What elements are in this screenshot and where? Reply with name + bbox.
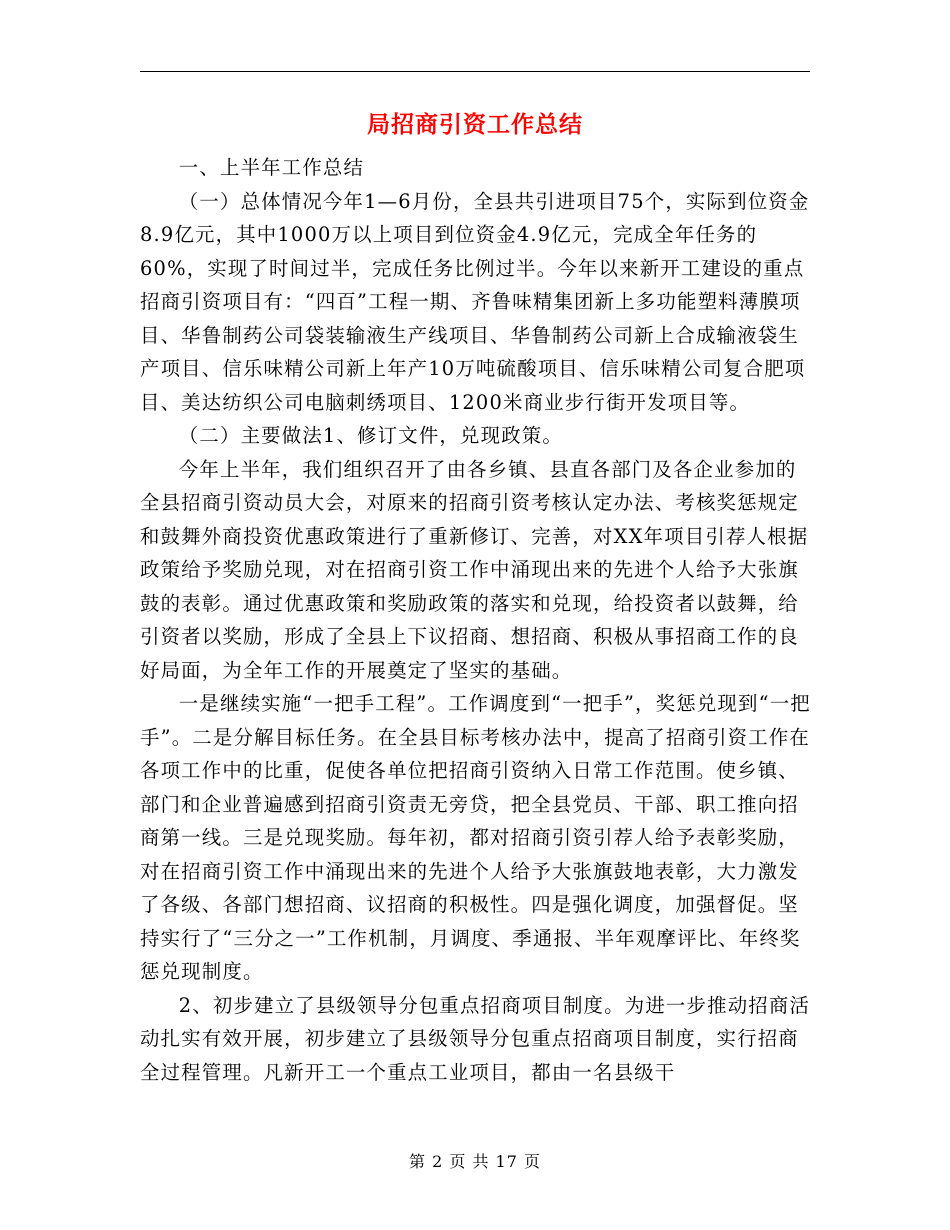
header-rule bbox=[140, 71, 810, 72]
paragraph-1: 一、上半年工作总结 bbox=[178, 156, 365, 179]
document-body bbox=[140, 151, 812, 1089]
paragraph-6: 2、初步建立了县级领导分包重点招商项目制度。为进一步推动招商活动扎实有效开展，初步建立了县级领导分包重点招商项目制度，实行招商全过程管理。凡新开工一个重点工业项目，都由一名县级干 bbox=[140, 993, 811, 1084]
document-title: 局招商引资工作总结 bbox=[367, 111, 583, 138]
page-footer: 第 2 页 共 17 页 bbox=[409, 1152, 541, 1171]
paragraph-3: （二）主要做法1、修订文件，兑现政策。 bbox=[178, 424, 563, 447]
paragraph-5: 一是继续实施“一把手工程”。工作调度到“一把手”，奖惩兑现到“一把手”。二是分解目标任务。在全县目标考核办法中，提高了招商引资工作在各项工作中的比重，促使各单位把招商引资纳入日常工作范围。使乡镇、部门和企业普遍感到招商引资责无旁贷，把全县党员、干部、职工推向招商第一线。三是兑现奖励。每年初，都对招商引资引荐人给予表彰奖励，对在招商引资工作中涌现出来的先进个人给予大张旗鼓地表彰，大力激发了各级、各部门想招商、议招商的积极性。四是强化调度，加强督促。坚持实行了“三分之一”工作机制，月调度、季通报、半年观摩评比、年终奖惩兑现制度。 bbox=[140, 692, 811, 983]
paragraph-4: 今年上半年，我们组织召开了由各乡镇、县直各部门及各企业参加的全县招商引资动员大会，对原来的招商引资考核认定办法、考核奖惩规定和鼓舞外商投资优惠政策进行了重新修订、完善，对XX年项目引荐人根据政策给予奖励兑现，对在招商引资工作中涌现出来的先进个人给予大张旗鼓的表彰。通过优惠政策和奖励政策的落实和兑现，给投资者以鼓舞，给引资者以奖励，形成了全县上下议招商、想招商、积极从事招商工作的良好局面，为全年工作的开展奠定了坚实的基础。 bbox=[140, 457, 809, 682]
paragraph-2: （一）总体情况今年1—6月份，全县共引进项目75个，实际到位资金8.9亿元，其中1000万以上项目到位资金4.9亿元，完成全年任务的60%，实现了时间过半，完成任务比例过半。今年以来新开工建设的重点招商引资项目有：“四百”工程一期、齐鲁味精集团新上多功能塑料薄膜项目、华鲁制药公司袋装输液生产线项目、华鲁制药公司新上合成输液袋生产项目、信乐味精公司新上年产10万吨硫酸项目、信乐味精公司复合肥项目、美达纺织公司电脑刺绣项目、1200米商业步行街开发项目等。 bbox=[140, 189, 810, 414]
